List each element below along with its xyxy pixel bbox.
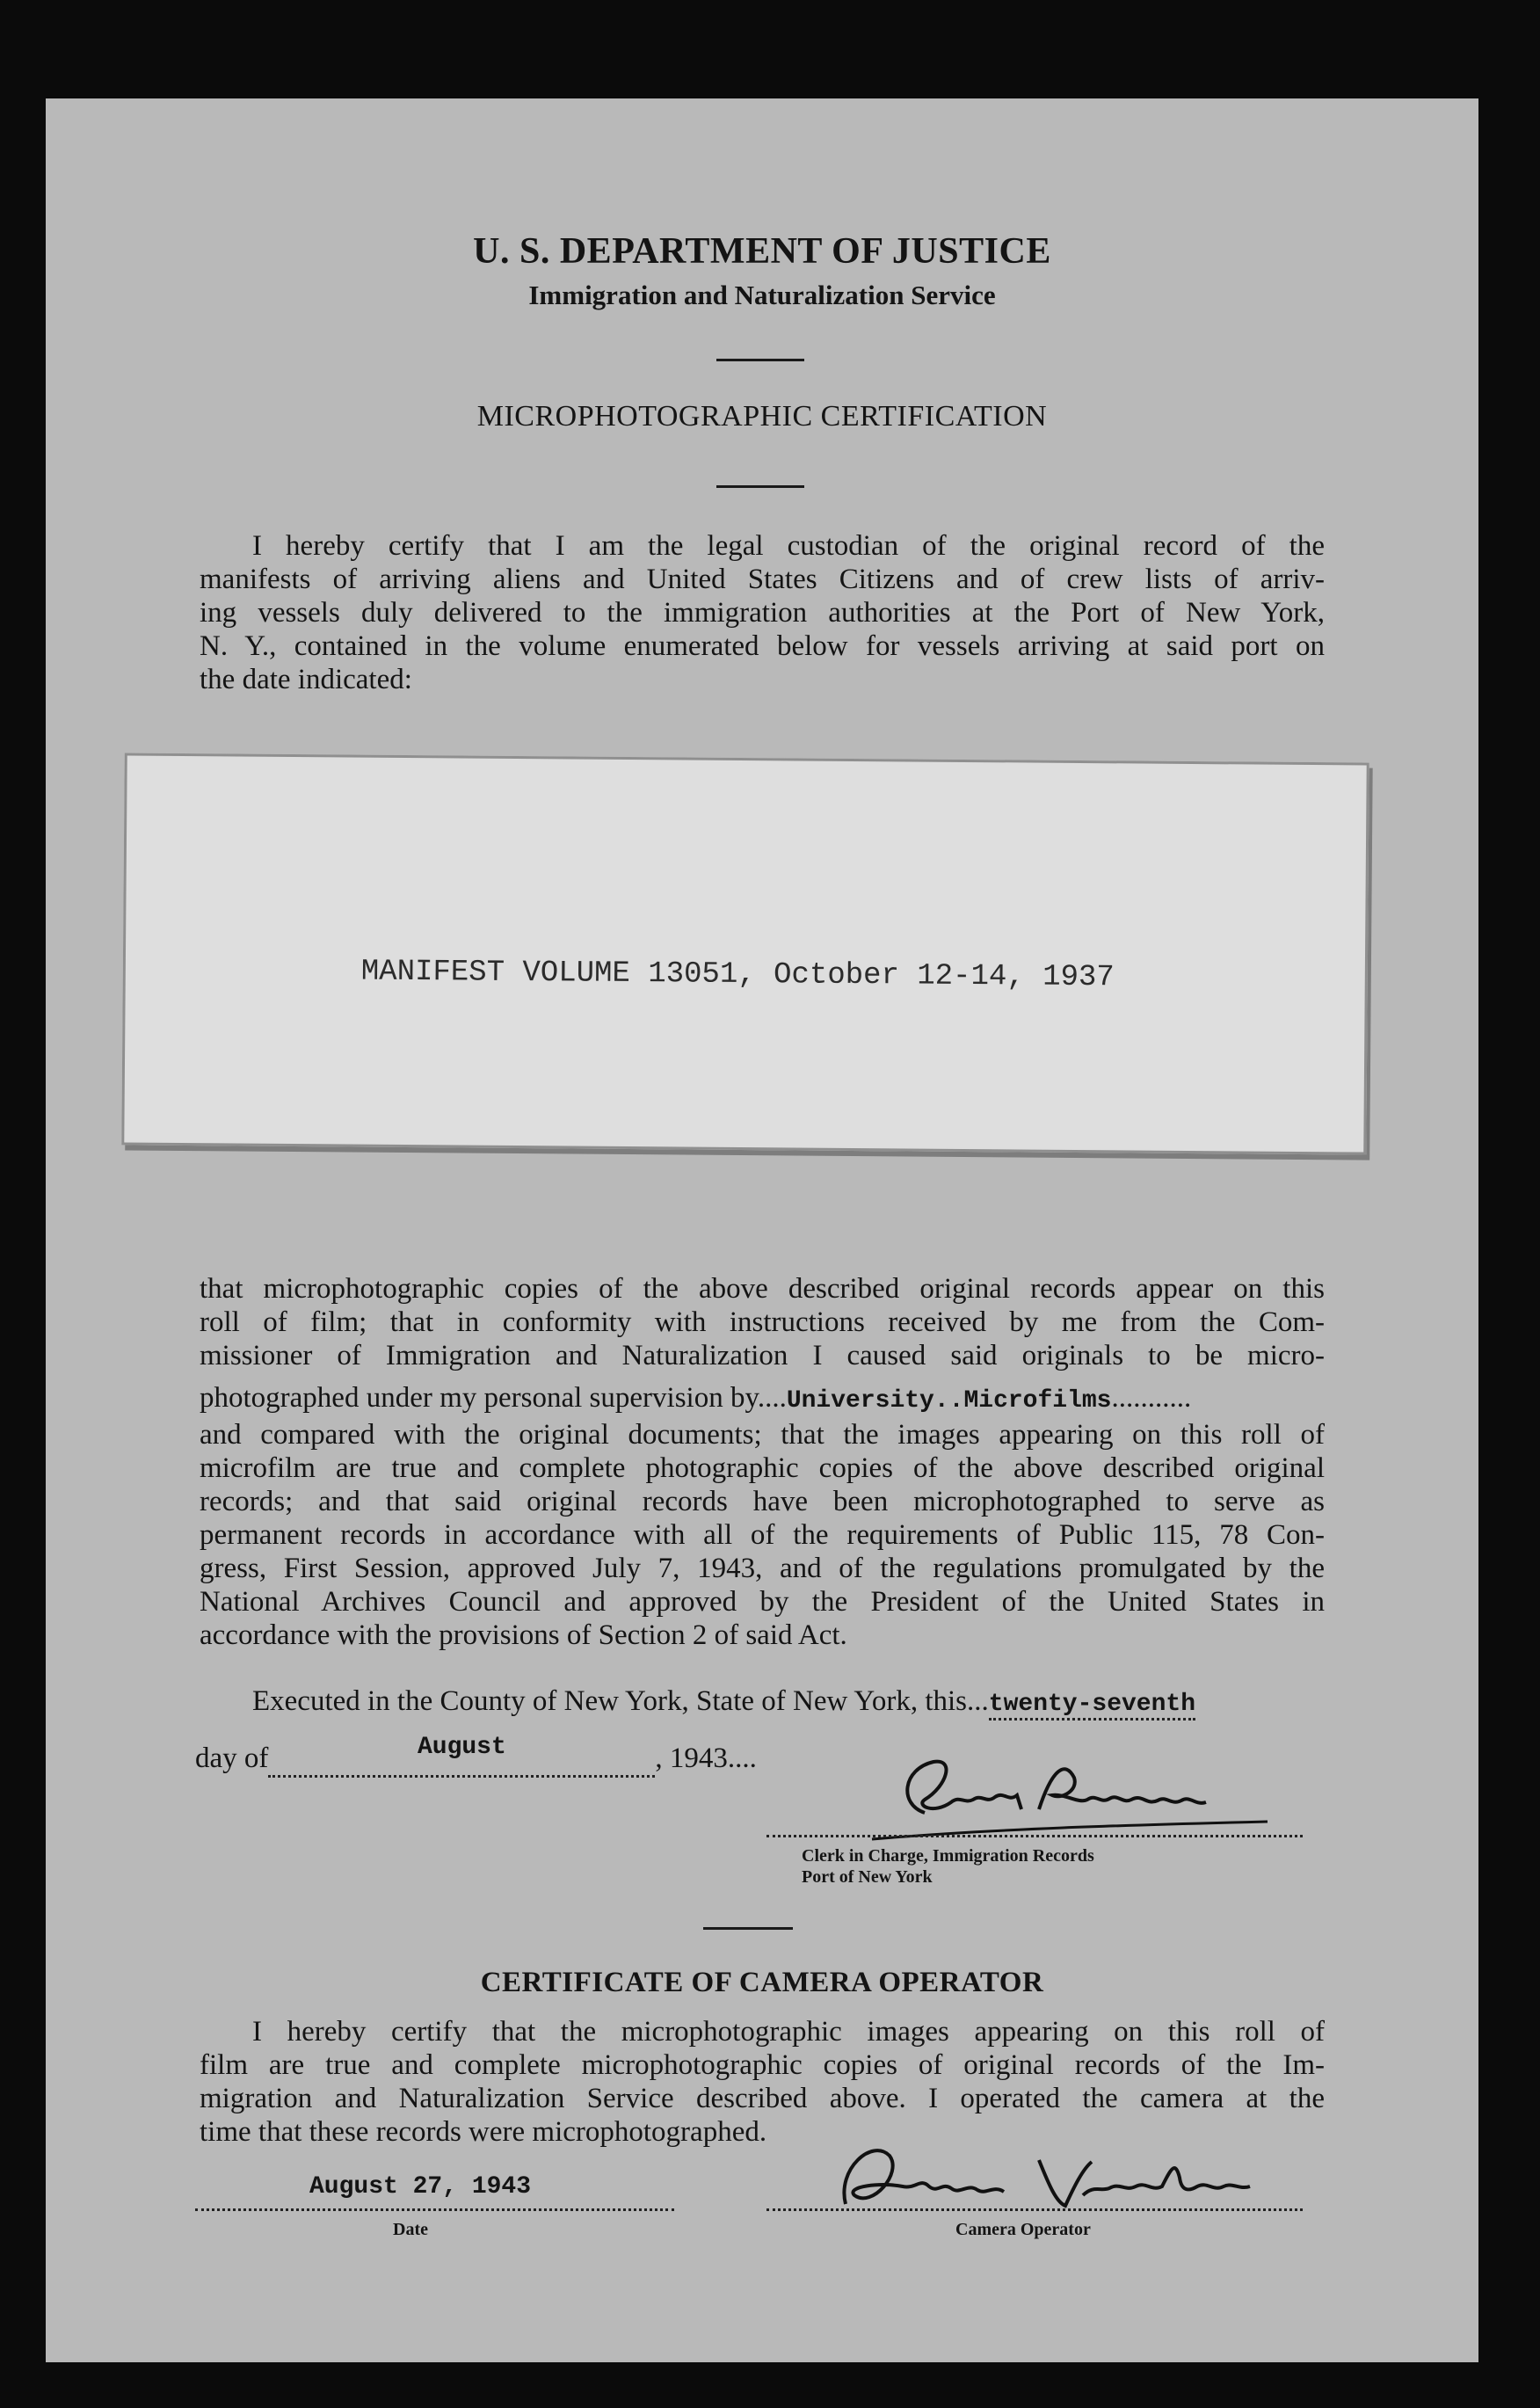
certification-title: MICROPHOTOGRAPHIC CERTIFICATION bbox=[476, 400, 1048, 433]
body-line: National Archives Council and approved by the President of the United States in bbox=[200, 1586, 1325, 1618]
camera-divider bbox=[703, 1927, 793, 1930]
intro-line: ing vessels duly delivered to the immigration authorities at the Port of New York, bbox=[200, 597, 1325, 629]
supervision-prefix: photographed under my personal supervision by.... bbox=[200, 1382, 787, 1414]
service-heading: Immigration and Naturalization Service bbox=[528, 280, 996, 310]
clerk-caption bbox=[802, 1845, 1094, 1888]
executed-month: August bbox=[417, 1734, 506, 1761]
intro-line: manifests of arriving aliens and United States Citizens and of crew lists of arriv- bbox=[200, 564, 1325, 595]
supervision-name: University..Microfilms bbox=[786, 1387, 1112, 1415]
day-of-label: day of bbox=[195, 1742, 269, 1774]
camera-line: film are true and complete microphotographic copies of original records of the Im- bbox=[200, 2049, 1325, 2081]
body-line: permanent records in accordance with all of the requirements of Public 115, 78 Con- bbox=[200, 1519, 1325, 1551]
camera-date-value: August 27, 1943 bbox=[309, 2173, 532, 2201]
body-line: roll of film; that in conformity with instructions received by me from the Com- bbox=[200, 1306, 1325, 1338]
title-divider bbox=[716, 485, 804, 488]
day-of-line bbox=[195, 1734, 757, 1778]
camera-paragraph bbox=[200, 2015, 1325, 2149]
executed-day-ordinal: twenty-seventh bbox=[989, 1691, 1195, 1721]
supervision-line bbox=[200, 1381, 1325, 1418]
clerk-caption-line: Clerk in Charge, Immigration Records bbox=[802, 1846, 1094, 1866]
body-line: missioner of Immigration and Naturalization I caused said originals to be micro- bbox=[200, 1340, 1325, 1371]
body-line: and compared with the original documents; that the images appearing on this roll of bbox=[200, 1419, 1325, 1451]
body-line: records; and that said original records have been microphotographed to serve as bbox=[200, 1486, 1325, 1517]
camera-date-line bbox=[195, 2208, 674, 2211]
body-line: that microphotographic copies of the above described original records appear on this bbox=[200, 1273, 1325, 1305]
executed-year: , 1943.... bbox=[655, 1742, 757, 1774]
camera-line: migration and Naturalization Service described above. I operated the camera at the bbox=[200, 2083, 1325, 2114]
intro-paragraph bbox=[200, 529, 1325, 696]
month-field bbox=[268, 1734, 655, 1778]
manifest-volume-label: MANIFEST VOLUME 13051, October 12-14, 1937 bbox=[360, 955, 1115, 995]
camera-certificate-title: CERTIFICATE OF CAMERA OPERATOR bbox=[480, 1967, 1044, 1998]
department-heading: U. S. DEPARTMENT OF JUSTICE bbox=[473, 231, 1051, 272]
intro-line: I hereby certify that I am the legal custodian of the original record of the bbox=[252, 530, 1325, 562]
camera-line: I hereby certify that the microphotographic images appearing on this roll of bbox=[252, 2016, 1325, 2048]
camera-line: time that these records were microphotographed. bbox=[200, 2116, 767, 2148]
camera-date-caption: Date bbox=[393, 2220, 428, 2239]
body-line: gress, First Session, approved July 7, 1943, and of the regulations promulgated by the bbox=[200, 1553, 1325, 1584]
clerk-signature-icon bbox=[863, 1751, 1276, 1857]
body-paragraph bbox=[200, 1272, 1325, 1652]
manifest-volume-slip bbox=[121, 753, 1369, 1154]
body-line: microfilm are true and complete photographic copies of the above described original bbox=[200, 1452, 1325, 1484]
clerk-signature-line bbox=[766, 1835, 1303, 1837]
camera-operator-line bbox=[766, 2208, 1303, 2211]
header-divider bbox=[716, 359, 804, 361]
intro-line: the date indicated: bbox=[200, 664, 412, 695]
body-line: accordance with the provisions of Section 2 of said Act. bbox=[200, 1619, 847, 1651]
certificate-sheet bbox=[46, 98, 1478, 2362]
executed-prefix: Executed in the County of New York, State of New York, this... bbox=[252, 1685, 989, 1717]
intro-line: N. Y., contained in the volume enumerated below for vessels arriving at said port on bbox=[200, 630, 1325, 662]
clerk-caption-line: Port of New York bbox=[802, 1867, 933, 1887]
executed-line bbox=[252, 1685, 1195, 1718]
camera-operator-caption: Camera Operator bbox=[955, 2220, 1091, 2239]
supervision-suffix: ........... bbox=[1111, 1382, 1192, 1414]
